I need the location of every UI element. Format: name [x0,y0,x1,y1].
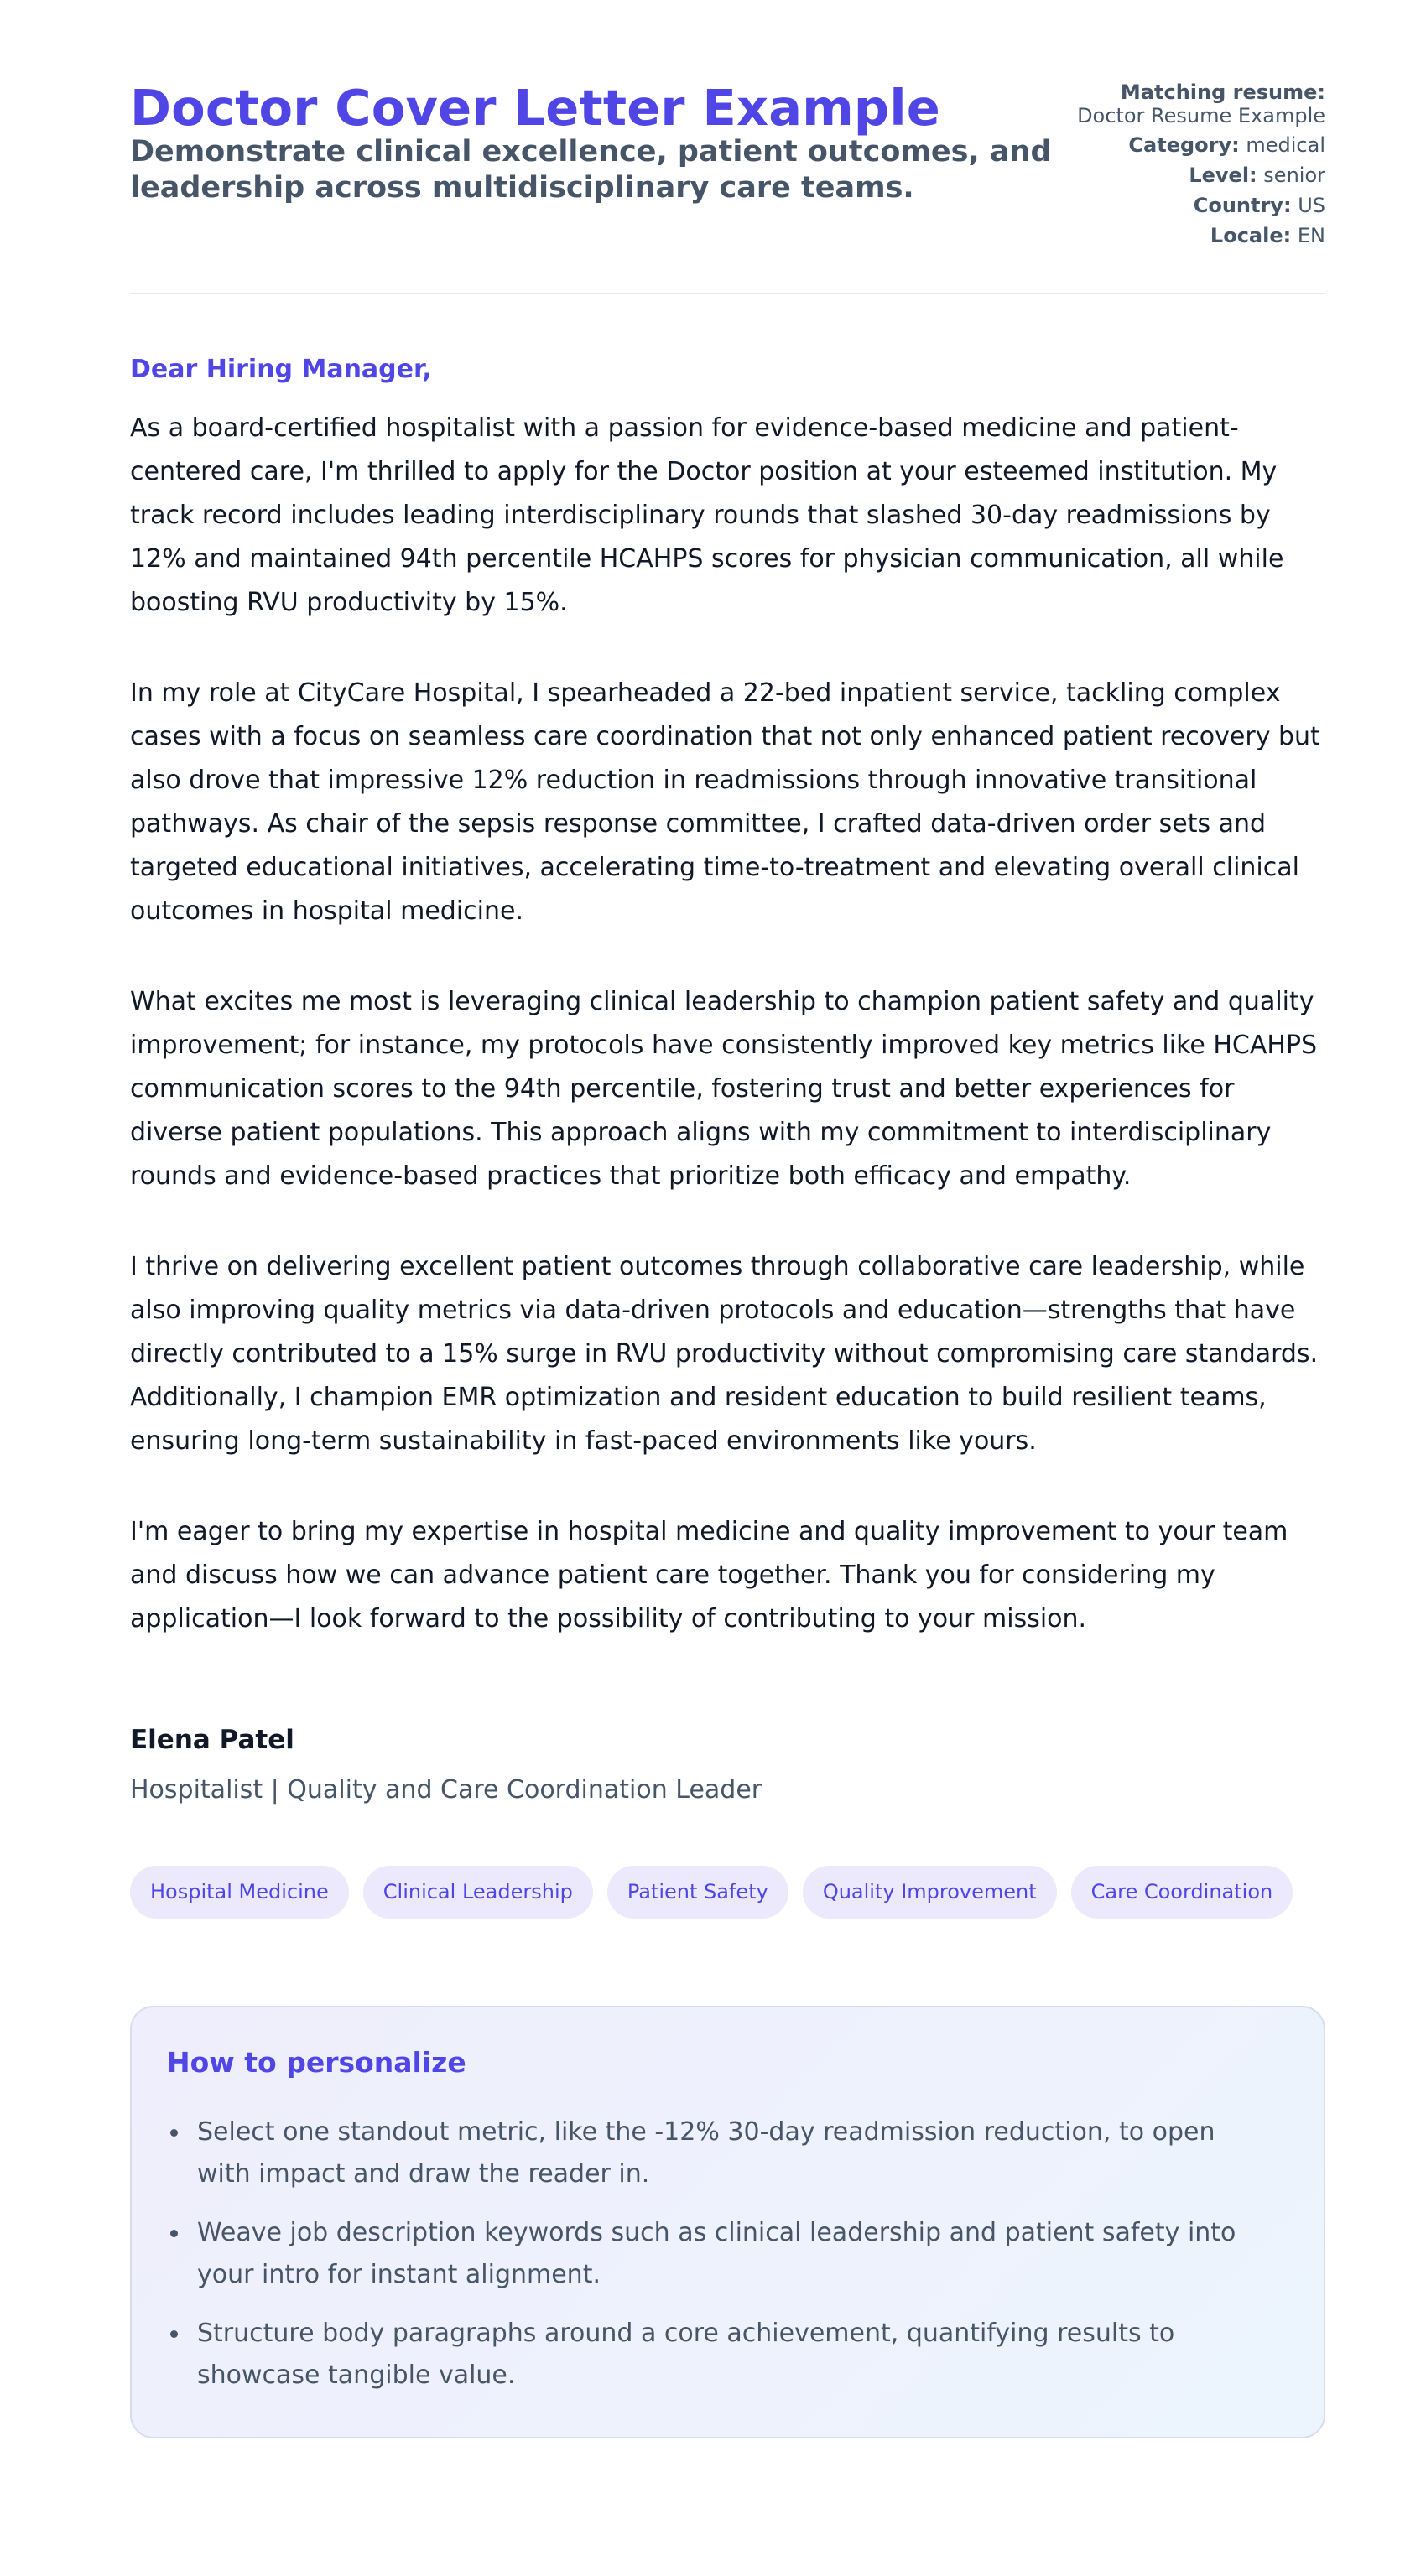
personalize-panel [130,2006,1325,2438]
tag-chip: Hospital Medicine [130,1866,349,1919]
meta-level-label: Level: [1189,164,1257,187]
letter-paragraph: I thrive on delivering excellent patient outcomes through collaborative care leadership, while also improving quality metrics via data-driven protocols and education—strengths that have directly contributed to a 15% surge in RVU productivity without compromising care standards. Additionally, I champion EMR optimization and resident education to build resilient teams, ensuring long-term sustainability in fast-paced environments like yours. [130,1252,1319,1456]
signature-block [130,1723,1325,1807]
signature-name: Elena Patel [130,1725,294,1755]
page-header [130,0,1325,294]
tag-chip: Quality Improvement [803,1866,1057,1919]
personalize-tip [167,2111,1274,2195]
meta-matching-resume-value: Doctor Resume Example [1077,104,1325,127]
tag-chip: Care Coordination [1071,1866,1293,1919]
page-title: Doctor Cover Letter Example [130,79,940,137]
meta-locale-value: EN [1297,224,1325,247]
meta-locale-label: Locale: [1210,224,1292,247]
personalize-tip-text: Select one standout metric, like the -12% 30-day readmission reduction, to open with impact and draw the reader in. [197,2117,1215,2189]
personalize-title: How to personalize [167,2046,466,2079]
meta-locale [1074,224,1325,248]
letter-paragraph: In my role at CityCare Hospital, I spearheaded a 22-bed inpatient service, tackling complex cases with a focus on seamless care coordination that not only enhanced patient recovery but also drove that impressive 12% reduction in readmissions through innovative transitional pathways. As chair of the sepsis response committee, I crafted data-driven order sets and targeted educational initiatives, accelerating time-to-treatment and elevating overall clinical outcomes in hospital medicine. [130,678,1320,926]
personalize-tip [167,2212,1274,2296]
meta-category-label: Category: [1128,133,1240,157]
signature-title: Hospitalist | Quality and Care Coordination Leader [130,1775,762,1805]
meta-category-value: medical [1246,133,1325,157]
page-subtitle: Demonstrate clinical excellence, patient outcomes, and leadership across multidisciplinary care teams. [130,135,1052,205]
personalize-tip [167,2313,1274,2397]
bullet-icon [170,2230,178,2237]
header-titles [130,80,1053,206]
meta-matching-resume-label: Matching resume: [1120,80,1325,104]
letter-paragraph: I'm eager to bring my expertise in hospital medicine and quality improvement to your team and discuss how we can advance patient care together. Thank you for considering my application—I look forward to the possibility of contributing to your mission. [130,1517,1288,1633]
bullet-icon [170,2129,178,2137]
meta-country-value: US [1298,194,1325,217]
meta-matching-resume [1074,80,1325,127]
meta-level [1074,164,1325,188]
bullet-icon [170,2330,178,2338]
personalize-tip-text: Weave job description keywords such as clinical leadership and patient safety into your intro for instant alignment. [197,2218,1236,2289]
personalize-list [167,2111,1288,2397]
meta-country-label: Country: [1193,194,1292,217]
meta-country [1074,194,1325,218]
tag-chip: Patient Safety [607,1866,788,1919]
letter-paragraph: As a board-certified hospitalist with a passion for evidence-based medicine and patient-centered care, I'm thrilled to apply for the Doctor position at your esteemed institution. My track record includes leading interdisciplinary rounds that slashed 30-day readmissions by 12% and maintained 94th percentile HCAHPS scores for physician communication, all while boosting RVU productivity by 15%. [130,413,1284,617]
skill-tags [130,1866,1325,1919]
personalize-tip-text: Structure body paragraphs around a core achievement, quantifying results to showcase tangible value. [197,2319,1175,2390]
letter-body [130,294,1325,2438]
tag-chip: Clinical Leadership [363,1866,593,1919]
meta-category [1074,133,1325,158]
metadata-panel [1074,80,1325,254]
letter-greeting: Dear Hiring Manager, [130,355,432,384]
meta-level-value: senior [1263,164,1325,187]
letter-paragraph: What excites me most is leveraging clinical leadership to champion patient safety and quality improvement; for instance, my protocols have consistently improved key metrics like HCAHPS communication scores to the 94th percentile, fostering trust and better experiences for diverse patient populations. This approach aligns with my commitment to interdisciplinary rounds and evidence-based practices that prioritize both efficacy and empathy. [130,987,1318,1191]
